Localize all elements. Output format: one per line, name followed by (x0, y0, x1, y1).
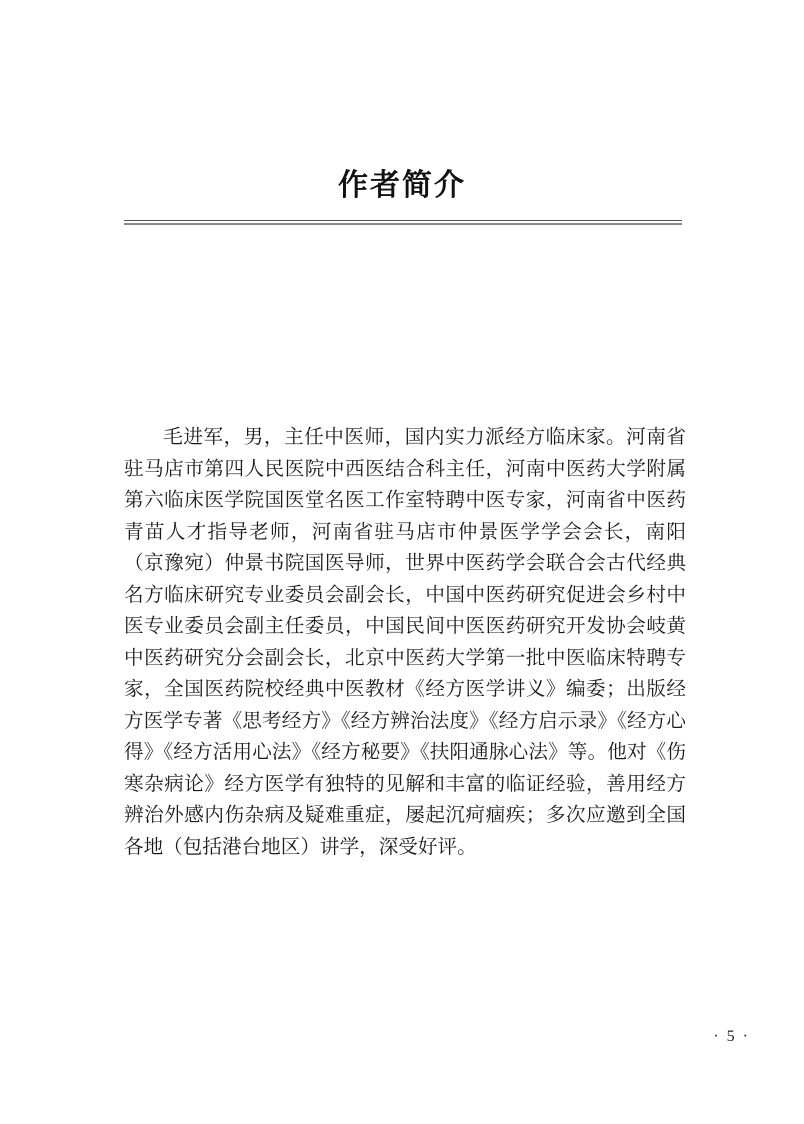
title-divider (124, 220, 682, 225)
page-title: 作者简介 (338, 168, 466, 203)
author-bio-paragraph: 毛进军，男，主任中医师，国内实力派经方临床家。河南省驻马店市第四人民医院中西医结合科主任，河南中医药大学附属第六临床医学院国医堂名医工作室特聘中医专家，河南省中医药青苗人才指导老师，河南省驻马店市仲景医学学会会长，南阳（京豫宛）仲景书院国医导师，世界中医药学会联合会古代经典名方临床研究专业委员会副会长，中国中医药研究促进会乡村中医专业委员会副主任委员，中国民间中医医药研究开发协会岐黄中医药研究分会副会长，北京中医药大学第一批中医临床特聘专家，全国医药院校经典中医教材《经方医学讲义》编委；出版经方医学专著《思考经方》《经方辨治法度》《经方启示录》《经方心得》《经方活用心法》《经方秘要》《扶阳通脉心法》等。他对《伤寒杂病论》经方医学有独特的见解和丰富的临证经验，善用经方辨治外感内伤杂病及疑难重症，屡起沉疴痼疾；多次应邀到全国各地（包括港台地区）讲学，深受好评。 (124, 425, 686, 858)
page-number: · 5 · (713, 1028, 750, 1045)
